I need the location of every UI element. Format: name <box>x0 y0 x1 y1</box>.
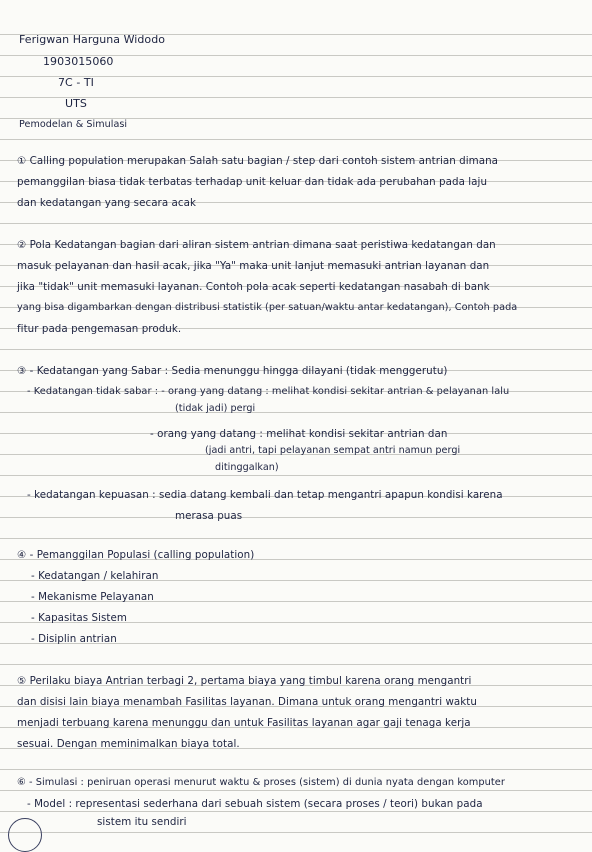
answer-line: - Kedatangan tidak sabar : - orang yang datang : melihat kondisi sekitar antrian & pelayanan lalu <box>27 386 510 397</box>
answer-line: sesuai. Dengan meminimalkan biaya total. <box>17 738 240 750</box>
page-corner-stamp <box>8 818 42 852</box>
answer-line: - kedatangan kepuasan : sedia datang kembali dan tetap mengantri apapun kondisi karena <box>27 489 503 501</box>
answer-line: - orang yang datang : melihat kondisi sekitar antrian dan <box>150 428 448 440</box>
answer-line: ② Pola Kedatangan bagian dari aliran sistem antrian dimana saat peristiwa kedatangan dan <box>17 239 496 251</box>
answer-line: yang bisa digambarkan dengan distribusi statistik (per satuan/waktu antar kedatangan), Contoh pada <box>17 302 518 313</box>
answer-line: (tidak jadi) pergi <box>175 403 256 414</box>
answer-line: ditinggalkan) <box>215 462 279 473</box>
answer-line: ① Calling population merupakan Salah satu bagian / step dari contoh sistem antrian dimana <box>17 155 499 167</box>
answer-line: sistem itu sendiri <box>97 816 187 828</box>
answer-line: fitur pada pengemasan produk. <box>17 323 182 335</box>
student-id: 1903015060 <box>43 55 114 68</box>
answer-line: dan disisi lain biaya menambah Fasilitas layanan. Dimana untuk orang mengantri waktu <box>17 696 477 708</box>
answer-line: - Kapasitas Sistem <box>31 612 127 624</box>
answer-line: menjadi terbuang karena menunggu dan untuk Fasilitas layanan agar gaji tenaga kerja <box>17 717 471 729</box>
answer-line: jika "tidak" unit memasuki layanan. Contoh pola acak seperti kedatangan nasabah di bank <box>17 281 490 293</box>
student-name: Ferigwan Harguna Widodo <box>19 33 166 46</box>
answer-line: ⑤ Perilaku biaya Antrian terbagi 2, pertama biaya yang timbul karena orang mengantri <box>17 675 472 687</box>
answer-line: dan kedatangan yang secara acak <box>17 197 196 209</box>
answer-line: - Kedatangan / kelahiran <box>31 570 159 582</box>
answer-line: ⑥ - Simulasi : peniruan operasi menurut waktu & proses (sistem) di dunia nyata dengan komputer <box>17 777 505 788</box>
answer-line: merasa puas <box>175 510 243 522</box>
answer-line: - Model : representasi sederhana dari sebuah sistem (secara proses / teori) bukan pada <box>27 798 483 810</box>
answer-line: ④ - Pemanggilan Populasi (calling population) <box>17 549 255 561</box>
answer-line: - Mekanisme Pelayanan <box>31 591 154 603</box>
answer-line: masuk pelayanan dan hasil acak, jika "Ya" maka unit lanjut memasuki antrian layanan dan <box>17 260 490 272</box>
course-title: Pemodelan & Simulasi <box>19 119 128 130</box>
class-label: 7C - TI <box>58 76 94 89</box>
answer-line: (jadi antri, tapi pelayanan sempat antri namun pergi <box>205 445 461 456</box>
answer-line: ③ - Kedatangan yang Sabar : Sedia menunggu hingga dilayani (tidak menggerutu) <box>17 365 448 377</box>
answer-line: pemanggilan biasa tidak terbatas terhadap unit keluar dan tidak ada perubahan pada laju <box>17 176 488 188</box>
answer-line: - Disiplin antrian <box>31 633 117 645</box>
exam-label: UTS <box>65 97 87 110</box>
